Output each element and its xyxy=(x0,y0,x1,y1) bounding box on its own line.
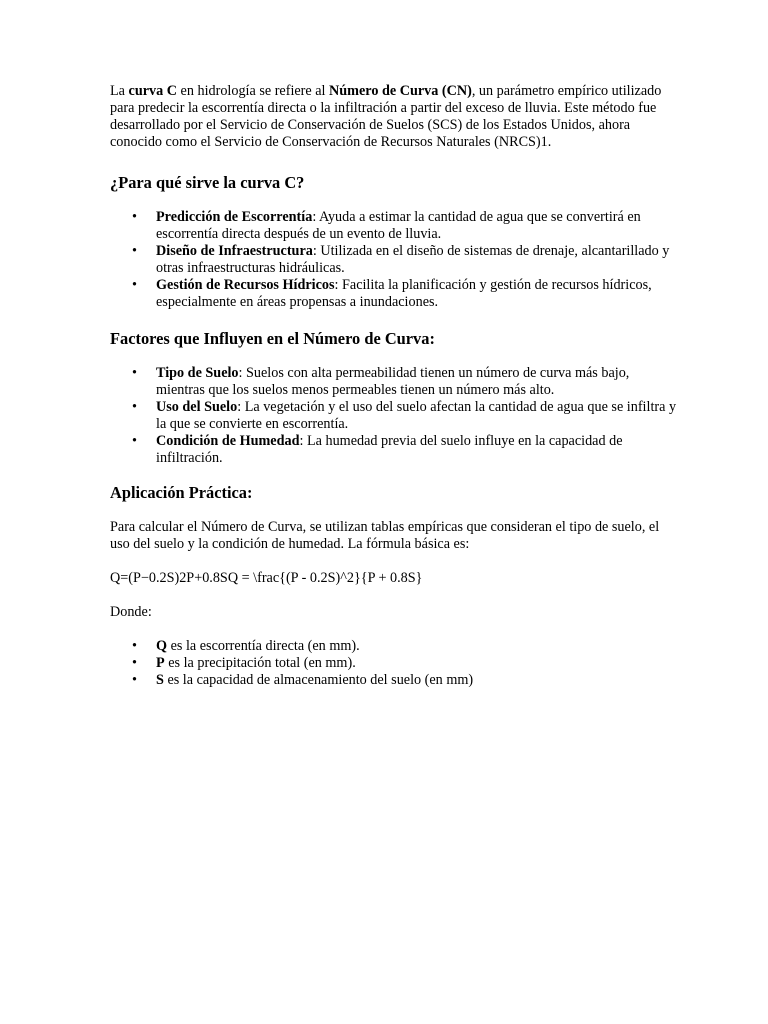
heading-para-que-sirve: ¿Para qué sirve la curva C? xyxy=(110,173,305,192)
formula-text: Q=(P−0.2S)2P+0.8SQ = \frac{(P - 0.2S)^2}{P + 0.8S} xyxy=(110,570,423,586)
list-item-term: Predicción de Escorrentía xyxy=(156,209,313,225)
list-item xyxy=(110,209,680,243)
list-item-text: es la escorrentía directa (en mm). xyxy=(167,638,360,654)
list-item-text: es la capacidad de almacenamiento del suelo (en mm) xyxy=(163,672,474,688)
bullet-icon: • xyxy=(132,209,137,225)
donde-label: Donde: xyxy=(110,604,152,620)
bullet-icon: • xyxy=(132,433,137,449)
application-paragraph: Para calcular el Número de Curva, se utilizan tablas empíricas que consideran el tipo de suelo, el uso del suelo y la condición de humedad. La fórmula básica es: xyxy=(110,519,660,552)
heading-aplicacion: Aplicación Práctica: xyxy=(110,483,253,502)
bullet-icon: • xyxy=(132,672,137,688)
list-item xyxy=(110,277,680,311)
list-item-term: Uso del Suelo xyxy=(156,399,238,415)
list-item-term: Tipo de Suelo xyxy=(156,365,239,381)
list-item-term: P xyxy=(156,655,165,671)
intro-text-2: en hidrología se refiere al xyxy=(176,83,330,99)
bullet-icon: • xyxy=(132,365,137,381)
list-item xyxy=(110,433,680,467)
heading-factores: Factores que Influyen en el Número de Curva: xyxy=(110,329,435,348)
bullet-icon: • xyxy=(132,399,137,415)
bullet-icon: • xyxy=(132,638,137,654)
list-item-text: : La vegetación y el uso del suelo afectan la cantidad de agua que se infiltra y la que se convierte en escorrentía. xyxy=(156,399,677,432)
list-item xyxy=(110,655,680,672)
list-item-text: : Utilizada en el diseño de sistemas de drenaje, alcantarillado y otras infraestructuras hidráulicas. xyxy=(156,243,670,276)
list-item xyxy=(110,672,680,689)
list-item-term: Diseño de Infraestructura xyxy=(156,243,313,259)
factors-list xyxy=(110,365,680,467)
list-item-term: Q xyxy=(156,638,168,654)
list-item-text: : Facilita la planificación y gestión de recursos hídricos, especialmente en áreas propensas a inundaciones. xyxy=(156,277,652,310)
intro-paragraph xyxy=(110,83,680,151)
bullet-icon: • xyxy=(132,277,137,293)
list-item-term: S xyxy=(156,672,164,688)
list-item-text: es la precipitación total (en mm). xyxy=(164,655,356,671)
uses-list xyxy=(110,209,680,311)
list-item xyxy=(110,399,680,433)
variables-list xyxy=(110,638,680,689)
list-item xyxy=(110,243,680,277)
intro-term-cn: Número de Curva (CN) xyxy=(329,83,472,99)
list-item-text: : La humedad previa del suelo influye en la capacidad de infiltración. xyxy=(156,433,623,466)
bullet-icon: • xyxy=(132,655,137,671)
list-item-term: Condición de Humedad xyxy=(156,433,300,449)
list-item xyxy=(110,365,680,399)
list-item-term: Gestión de Recursos Hídricos xyxy=(156,277,335,293)
intro-text-3: , un parámetro empírico utilizado para predecir la escorrentía directa o la infiltración a partir del exceso de lluvia. Este método fue desarrollado por el Servicio de Conservación de Suelos (SCS) de los Estados Unidos, ahora conocido como el Servicio de Conservación de Recursos Naturales (NRCS)1. xyxy=(110,83,662,150)
document-page xyxy=(110,83,680,689)
intro-term-curva-c: curva C xyxy=(128,83,177,99)
list-item xyxy=(110,638,680,655)
list-item-text: : Suelos con alta permeabilidad tienen un número de curva más bajo, mientras que los suelos menos permeables tienen un número más alto. xyxy=(156,365,630,398)
list-item-text: : Ayuda a estimar la cantidad de agua que se convertirá en escorrentía directa después de un evento de lluvia. xyxy=(156,209,641,242)
bullet-icon: • xyxy=(132,243,137,259)
intro-text-1: La xyxy=(110,83,129,99)
